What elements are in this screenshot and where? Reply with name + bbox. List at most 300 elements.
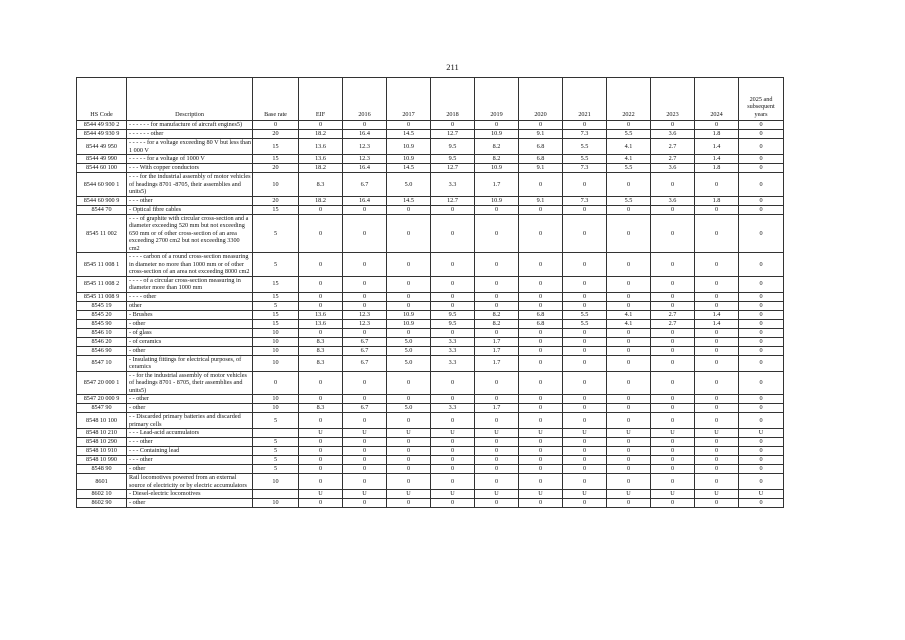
cell-y2016: 12.3 [343, 319, 387, 328]
cell-eif: 0 [299, 205, 343, 214]
cell-hs-code: 8547 90 [77, 404, 127, 413]
table-row [77, 337, 784, 346]
col-header-2019: 2019 [475, 78, 519, 121]
col-header-2016: 2016 [343, 78, 387, 121]
cell-y2019: 0 [475, 395, 519, 404]
table-row [77, 196, 784, 205]
table-row [77, 164, 784, 173]
cell-y2016: 0 [343, 214, 387, 253]
cell-description: - - - Lead-acid accumulators [127, 429, 253, 438]
cell-description: - - - - other [127, 292, 253, 301]
cell-y2019: 1.7 [475, 346, 519, 355]
cell-description: - other [127, 346, 253, 355]
cell-y2019: U [475, 490, 519, 499]
cell-eif: 0 [299, 474, 343, 490]
cell-y2017: 0 [387, 456, 431, 465]
cell-y2021: 0 [563, 447, 607, 456]
table-row [77, 276, 784, 292]
cell-base-rate: 5 [253, 465, 299, 474]
cell-eif: 0 [299, 413, 343, 429]
cell-y2019: 0 [475, 456, 519, 465]
cell-y2023: 3.6 [651, 164, 695, 173]
cell-y2020: 0 [519, 465, 563, 474]
cell-description: - other [127, 319, 253, 328]
cell-y2025-onward: 0 [739, 214, 784, 253]
cell-y2021: 0 [563, 276, 607, 292]
cell-y2017: 14.5 [387, 130, 431, 139]
cell-y2023: 0 [651, 337, 695, 346]
cell-y2022: 0 [607, 413, 651, 429]
cell-y2019: 8.2 [475, 155, 519, 164]
table-row [77, 429, 784, 438]
cell-y2018: 0 [431, 465, 475, 474]
cell-y2020: 0 [519, 301, 563, 310]
cell-y2023: 0 [651, 456, 695, 465]
cell-eif: 0 [299, 447, 343, 456]
cell-y2020: 0 [519, 173, 563, 197]
cell-y2017: 10.9 [387, 139, 431, 155]
cell-eif: 18.2 [299, 164, 343, 173]
cell-y2023: 3.6 [651, 130, 695, 139]
cell-y2024: 0 [695, 355, 739, 371]
cell-y2021: 0 [563, 355, 607, 371]
cell-y2023: 2.7 [651, 310, 695, 319]
cell-eif: 8.3 [299, 173, 343, 197]
cell-y2017: 14.5 [387, 164, 431, 173]
cell-base-rate: 5 [253, 447, 299, 456]
table-row [77, 155, 784, 164]
cell-y2018: 0 [431, 499, 475, 508]
col-header-2023: 2023 [651, 78, 695, 121]
cell-base-rate: 15 [253, 139, 299, 155]
table-row [77, 253, 784, 277]
cell-y2019: 0 [475, 438, 519, 447]
cell-y2022: U [607, 429, 651, 438]
cell-y2022: 0 [607, 253, 651, 277]
cell-eif: 0 [299, 465, 343, 474]
cell-y2025-onward: 0 [739, 301, 784, 310]
cell-y2023: U [651, 490, 695, 499]
cell-y2023: 0 [651, 214, 695, 253]
cell-base-rate: 15 [253, 310, 299, 319]
cell-eif: 8.3 [299, 346, 343, 355]
cell-y2025-onward: 0 [739, 155, 784, 164]
cell-y2022: 0 [607, 438, 651, 447]
cell-y2022: 0 [607, 355, 651, 371]
cell-hs-code: 8544 60 100 [77, 164, 127, 173]
cell-base-rate: 10 [253, 404, 299, 413]
cell-y2017: 0 [387, 301, 431, 310]
cell-hs-code: 8545 11 008 1 [77, 253, 127, 277]
cell-y2016: 0 [343, 413, 387, 429]
cell-y2022: 4.1 [607, 319, 651, 328]
cell-y2023: 0 [651, 173, 695, 197]
cell-y2018: 0 [431, 413, 475, 429]
table-row [77, 139, 784, 155]
table-row [77, 499, 784, 508]
cell-y2025-onward: 0 [739, 346, 784, 355]
cell-eif: 0 [299, 253, 343, 277]
table-row [77, 413, 784, 429]
cell-y2023: 0 [651, 371, 695, 395]
cell-y2025-onward: 0 [739, 438, 784, 447]
table-row [77, 328, 784, 337]
cell-base-rate: 20 [253, 164, 299, 173]
cell-y2024: 1.4 [695, 155, 739, 164]
cell-hs-code: 8548 10 990 [77, 456, 127, 465]
cell-y2021: 0 [563, 474, 607, 490]
cell-y2024: U [695, 429, 739, 438]
cell-y2016: 6.7 [343, 346, 387, 355]
cell-y2021: 0 [563, 371, 607, 395]
cell-y2022: 0 [607, 474, 651, 490]
cell-y2018: 3.3 [431, 355, 475, 371]
table-header-row [77, 78, 784, 121]
cell-hs-code: 8548 10 100 [77, 413, 127, 429]
cell-y2021: 5.5 [563, 139, 607, 155]
cell-y2020: 0 [519, 121, 563, 130]
cell-description: - - - of graphite with circular cross-section and a diameter exceeding 520 mm but not exceeding 650 mm or of other cross-section of an area exceeding 2700 cm2 but not exceeding 3300 cm2 [127, 214, 253, 253]
cell-description: - - - With copper conductors [127, 164, 253, 173]
cell-y2023: U [651, 429, 695, 438]
cell-eif: U [299, 429, 343, 438]
cell-y2022: 0 [607, 346, 651, 355]
cell-eif: 18.2 [299, 130, 343, 139]
table-row [77, 205, 784, 214]
col-header-2025-onward: 2025 and subsequent years [739, 78, 784, 121]
cell-y2017: 0 [387, 438, 431, 447]
cell-base-rate: 5 [253, 253, 299, 277]
cell-eif: 0 [299, 395, 343, 404]
cell-y2022: 0 [607, 337, 651, 346]
cell-y2019: 1.7 [475, 404, 519, 413]
cell-y2016: 0 [343, 292, 387, 301]
cell-y2018: 12.7 [431, 196, 475, 205]
cell-base-rate: 10 [253, 173, 299, 197]
cell-hs-code: 8545 90 [77, 319, 127, 328]
cell-y2024: 0 [695, 328, 739, 337]
cell-y2017: U [387, 429, 431, 438]
cell-y2016: 0 [343, 465, 387, 474]
cell-y2024: 0 [695, 253, 739, 277]
cell-y2021: 0 [563, 337, 607, 346]
table-row [77, 310, 784, 319]
cell-y2017: 0 [387, 276, 431, 292]
cell-description: - - Discarded primary batteries and discarded primary cells [127, 413, 253, 429]
cell-y2017: U [387, 490, 431, 499]
cell-y2020: 0 [519, 214, 563, 253]
col-header-2017: 2017 [387, 78, 431, 121]
cell-y2016: 0 [343, 276, 387, 292]
table-row [77, 447, 784, 456]
cell-y2019: 10.9 [475, 130, 519, 139]
cell-y2018: 0 [431, 438, 475, 447]
cell-description: - - - for the industrial assembly of motor vehicles of headings 8701 -8705, their assemblies and units5) [127, 173, 253, 197]
cell-base-rate: 10 [253, 499, 299, 508]
cell-y2020: 9.1 [519, 164, 563, 173]
cell-y2022: 0 [607, 499, 651, 508]
cell-y2017: 5.0 [387, 337, 431, 346]
cell-hs-code: 8547 20 000 9 [77, 395, 127, 404]
cell-y2022: 5.5 [607, 164, 651, 173]
cell-hs-code: 8545 20 [77, 310, 127, 319]
cell-y2020: U [519, 490, 563, 499]
cell-y2024: 1.4 [695, 139, 739, 155]
cell-y2025-onward: 0 [739, 139, 784, 155]
cell-y2017: 0 [387, 371, 431, 395]
cell-y2023: 0 [651, 276, 695, 292]
cell-y2023: 2.7 [651, 319, 695, 328]
cell-description: - - - - carbon of a round cross-section measuring in diameter no more than 1000 mm or of other cross-section of an area not exceeding 8000 cm2 [127, 253, 253, 277]
cell-y2016: 12.3 [343, 139, 387, 155]
cell-y2023: 2.7 [651, 155, 695, 164]
cell-y2019: 0 [475, 447, 519, 456]
cell-y2025-onward: 0 [739, 164, 784, 173]
cell-y2016: 0 [343, 328, 387, 337]
cell-y2021: 0 [563, 404, 607, 413]
cell-y2016: 0 [343, 301, 387, 310]
cell-y2024: 0 [695, 413, 739, 429]
cell-eif: 13.6 [299, 310, 343, 319]
cell-base-rate: 20 [253, 130, 299, 139]
cell-y2022: U [607, 490, 651, 499]
cell-base-rate: 15 [253, 292, 299, 301]
cell-hs-code: 8547 10 [77, 355, 127, 371]
cell-y2020: 0 [519, 395, 563, 404]
cell-y2018: 12.7 [431, 130, 475, 139]
cell-y2024: 0 [695, 205, 739, 214]
cell-base-rate: 15 [253, 276, 299, 292]
cell-y2016: 6.7 [343, 337, 387, 346]
cell-y2019: 0 [475, 474, 519, 490]
cell-eif: 0 [299, 276, 343, 292]
cell-y2024: 1.8 [695, 196, 739, 205]
cell-y2016: 12.3 [343, 310, 387, 319]
cell-eif: 8.3 [299, 337, 343, 346]
cell-base-rate: 15 [253, 205, 299, 214]
col-header-2020: 2020 [519, 78, 563, 121]
cell-hs-code: 8602 90 [77, 499, 127, 508]
cell-y2023: 0 [651, 346, 695, 355]
cell-base-rate [253, 429, 299, 438]
cell-base-rate: 15 [253, 319, 299, 328]
cell-y2021: 0 [563, 173, 607, 197]
cell-description: - - - other [127, 196, 253, 205]
col-header-description: Description [127, 78, 253, 121]
cell-y2016: U [343, 490, 387, 499]
cell-description: - - other [127, 395, 253, 404]
cell-y2020: 6.8 [519, 139, 563, 155]
cell-hs-code: 8545 11 008 2 [77, 276, 127, 292]
cell-y2023: 0 [651, 301, 695, 310]
cell-hs-code: 8544 70 [77, 205, 127, 214]
table-row [77, 456, 784, 465]
cell-eif: 8.3 [299, 404, 343, 413]
cell-y2018: 12.7 [431, 164, 475, 173]
cell-y2024: U [695, 490, 739, 499]
cell-y2022: 0 [607, 214, 651, 253]
cell-hs-code: 8547 20 000 1 [77, 371, 127, 395]
cell-y2025-onward: 0 [739, 337, 784, 346]
cell-y2019: 0 [475, 292, 519, 301]
cell-y2017: 10.9 [387, 310, 431, 319]
col-header-base-rate: Base rate [253, 78, 299, 121]
table-row [77, 319, 784, 328]
col-header-2022: 2022 [607, 78, 651, 121]
col-header-2018: 2018 [431, 78, 475, 121]
cell-y2016: 0 [343, 456, 387, 465]
table-row [77, 173, 784, 197]
cell-y2025-onward: 0 [739, 173, 784, 197]
cell-y2019: 0 [475, 499, 519, 508]
cell-y2021: 5.5 [563, 155, 607, 164]
cell-y2021: 0 [563, 456, 607, 465]
cell-y2023: 0 [651, 292, 695, 301]
cell-y2020: 9.1 [519, 196, 563, 205]
cell-y2019: U [475, 429, 519, 438]
cell-y2018: 0 [431, 447, 475, 456]
cell-y2025-onward: 0 [739, 355, 784, 371]
cell-y2020: 0 [519, 499, 563, 508]
col-header-2024: 2024 [695, 78, 739, 121]
cell-y2017: 0 [387, 465, 431, 474]
cell-hs-code: 8544 49 950 [77, 139, 127, 155]
cell-y2019: 1.7 [475, 355, 519, 371]
cell-y2021: 0 [563, 499, 607, 508]
cell-description: - other [127, 404, 253, 413]
cell-y2024: 0 [695, 438, 739, 447]
cell-hs-code: 8544 60 900 1 [77, 173, 127, 197]
cell-y2021: 7.3 [563, 164, 607, 173]
cell-eif: 13.6 [299, 155, 343, 164]
cell-y2018: 0 [431, 292, 475, 301]
table-row [77, 465, 784, 474]
cell-y2018: 0 [431, 276, 475, 292]
cell-y2017: 0 [387, 121, 431, 130]
cell-y2025-onward: 0 [739, 130, 784, 139]
cell-y2020: 6.8 [519, 310, 563, 319]
cell-y2025-onward: 0 [739, 276, 784, 292]
cell-y2020: 0 [519, 371, 563, 395]
cell-y2023: 0 [651, 447, 695, 456]
cell-y2020: 0 [519, 276, 563, 292]
cell-y2018: 0 [431, 121, 475, 130]
cell-hs-code: 8546 10 [77, 328, 127, 337]
cell-eif: 8.3 [299, 355, 343, 371]
cell-y2019: 0 [475, 328, 519, 337]
cell-hs-code: 8546 20 [77, 337, 127, 346]
cell-y2021: 0 [563, 121, 607, 130]
cell-y2024: 0 [695, 292, 739, 301]
cell-y2018: 3.3 [431, 173, 475, 197]
cell-eif: 18.2 [299, 196, 343, 205]
cell-y2016: 0 [343, 447, 387, 456]
cell-y2019: 8.2 [475, 310, 519, 319]
cell-y2025-onward: U [739, 429, 784, 438]
cell-y2016: 0 [343, 253, 387, 277]
cell-y2023: 0 [651, 474, 695, 490]
cell-y2025-onward: U [739, 490, 784, 499]
cell-y2021: 7.3 [563, 196, 607, 205]
cell-base-rate: 5 [253, 438, 299, 447]
cell-base-rate: 20 [253, 196, 299, 205]
cell-base-rate: 5 [253, 413, 299, 429]
cell-y2019: 0 [475, 214, 519, 253]
table-row [77, 214, 784, 253]
cell-y2023: 0 [651, 465, 695, 474]
cell-y2025-onward: 0 [739, 310, 784, 319]
cell-y2022: 0 [607, 447, 651, 456]
cell-y2023: 0 [651, 355, 695, 371]
cell-y2020: 0 [519, 337, 563, 346]
cell-y2020: 0 [519, 328, 563, 337]
cell-y2022: 4.1 [607, 155, 651, 164]
cell-y2019: 1.7 [475, 337, 519, 346]
cell-hs-code: 8545 19 [77, 301, 127, 310]
cell-y2020: 6.8 [519, 155, 563, 164]
cell-eif: 0 [299, 371, 343, 395]
cell-base-rate: 0 [253, 121, 299, 130]
cell-y2017: 0 [387, 413, 431, 429]
cell-y2020: U [519, 429, 563, 438]
cell-eif: U [299, 490, 343, 499]
cell-y2018: 9.5 [431, 139, 475, 155]
cell-y2025-onward: 0 [739, 474, 784, 490]
table-row [77, 130, 784, 139]
cell-y2019: 0 [475, 276, 519, 292]
cell-y2017: 0 [387, 395, 431, 404]
cell-hs-code: 8544 49 990 [77, 155, 127, 164]
cell-y2017: 0 [387, 292, 431, 301]
cell-base-rate [253, 490, 299, 499]
cell-y2023: 0 [651, 121, 695, 130]
cell-y2017: 0 [387, 328, 431, 337]
cell-y2025-onward: 0 [739, 447, 784, 456]
table-row [77, 292, 784, 301]
cell-y2019: 8.2 [475, 319, 519, 328]
cell-hs-code: 8545 11 008 9 [77, 292, 127, 301]
cell-y2016: 0 [343, 371, 387, 395]
col-header-hs-code: HS Code [77, 78, 127, 121]
cell-y2025-onward: 0 [739, 371, 784, 395]
cell-base-rate: 10 [253, 328, 299, 337]
cell-y2022: 0 [607, 328, 651, 337]
cell-y2018: 0 [431, 301, 475, 310]
cell-description: - Diesel-electric locomotives [127, 490, 253, 499]
table-row [77, 346, 784, 355]
cell-description: - Optical fibre cables [127, 205, 253, 214]
cell-y2017: 0 [387, 499, 431, 508]
cell-description: - Insulating fittings for electrical purposes, of ceramics [127, 355, 253, 371]
table-row [77, 474, 784, 490]
cell-base-rate: 10 [253, 337, 299, 346]
cell-description: - - - - of a circular cross-section measuring in diameter more than 1000 mm [127, 276, 253, 292]
cell-y2024: 1.4 [695, 310, 739, 319]
cell-hs-code: 8544 49 930 2 [77, 121, 127, 130]
table-row [77, 438, 784, 447]
cell-y2025-onward: 0 [739, 404, 784, 413]
cell-y2020: 0 [519, 438, 563, 447]
cell-y2024: 0 [695, 404, 739, 413]
table-row [77, 395, 784, 404]
cell-y2020: 0 [519, 355, 563, 371]
cell-y2019: 0 [475, 121, 519, 130]
cell-y2021: 0 [563, 301, 607, 310]
cell-y2022: 0 [607, 371, 651, 395]
cell-y2016: 0 [343, 438, 387, 447]
cell-y2019: 0 [475, 205, 519, 214]
cell-y2023: 0 [651, 438, 695, 447]
